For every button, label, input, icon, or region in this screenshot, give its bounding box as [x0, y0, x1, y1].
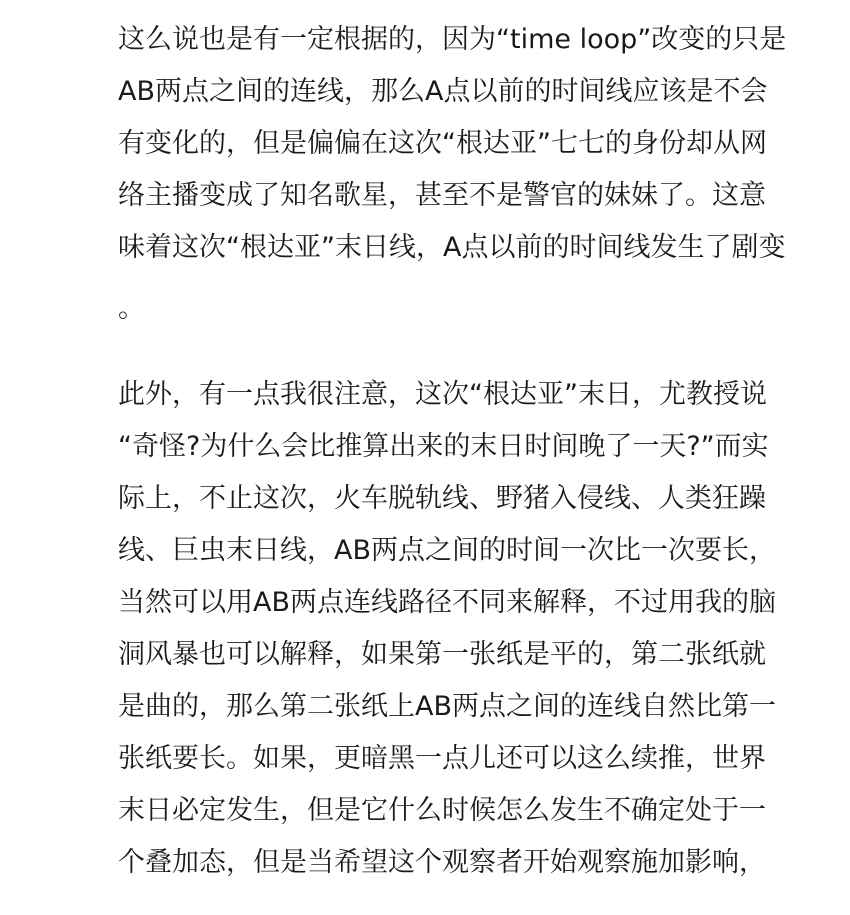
text-line: “奇怪?为什么会比推算出来的末日时间晚了一天?”而实 — [118, 431, 769, 462]
text-line: 末日必定发生，但是它什么时候怎么发生不确定处于一 — [118, 795, 766, 826]
text-line: 线、巨虫末日线，AB两点之间的时间一次比一次要长， — [118, 535, 776, 566]
text-line: 络主播变成了知名歌星，甚至不是警官的妹妹了。这意 — [118, 180, 766, 211]
text-line: AB两点之间的连线，那么A点以前的时间线应该是不会 — [118, 76, 768, 107]
text-line: 当然可以用AB两点连线路径不同来解释，不过用我的脑 — [118, 587, 776, 618]
text-line: 。 — [118, 293, 145, 324]
text-line: 个叠加态，但是当希望这个观察者开始观察施加影响， — [118, 847, 766, 878]
paragraph-1 — [118, 0, 830, 344]
text-line: 味着这次“根达亚”末日线，A点以前的时间线发生了剧变 — [118, 232, 786, 263]
text-line: 这么说也是有一定根据的，因为“time loop”改变的只是 — [118, 24, 787, 55]
article-body — [118, 0, 830, 889]
text-line: 是曲的，那么第二张纸上AB两点之间的连线自然比第一 — [118, 691, 776, 722]
text-line: 洞风暴也可以解释，如果第一张纸是平的，第二张纸就 — [118, 639, 766, 670]
text-line: 此外，有一点我很注意，这次“根达亚”末日，尤教授说 — [118, 379, 767, 410]
text-line: 际上，不止这次，火车脱轨线、野猪入侵线、人类狂躁 — [118, 483, 766, 514]
text-line: 有变化的，但是偏偏在这次“根达亚”七七的身份却从网 — [118, 128, 767, 159]
text-line: 张纸要长。如果，更暗黑一点儿还可以这么续推，世界 — [118, 743, 766, 774]
paragraph-2 — [118, 369, 830, 889]
